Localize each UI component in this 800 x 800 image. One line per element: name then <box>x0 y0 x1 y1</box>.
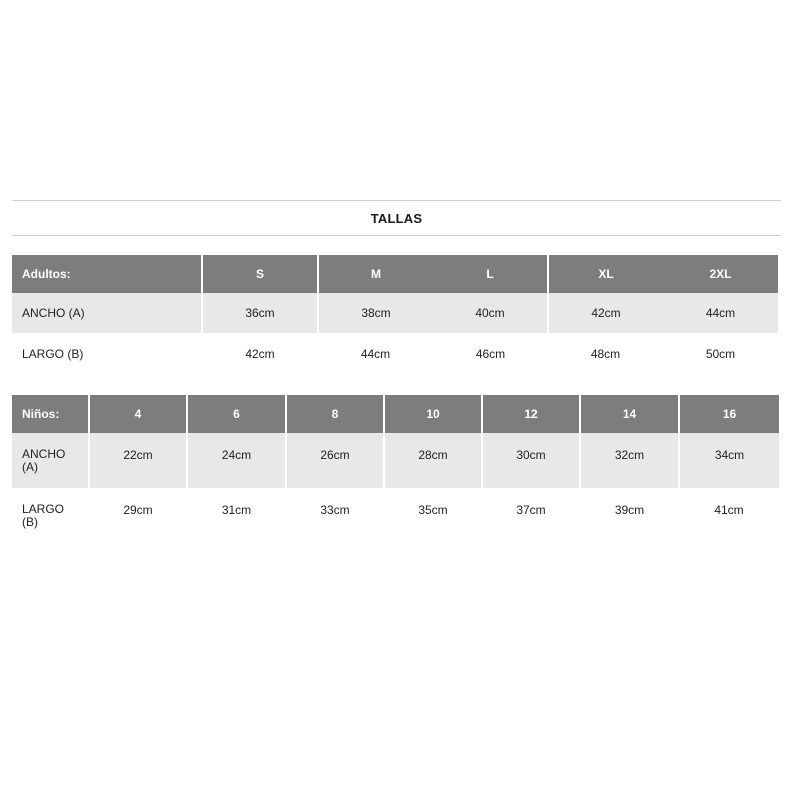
size-header: L <box>433 255 548 293</box>
table-row <box>12 433 779 488</box>
adult-size-table <box>12 255 778 375</box>
table-cell: 44cm <box>663 293 778 333</box>
table-header-row <box>12 395 779 433</box>
size-header: 16 <box>679 395 779 433</box>
table-cell: 42cm <box>245 347 275 361</box>
size-header: 6 <box>187 395 286 433</box>
size-header: XL <box>548 255 663 293</box>
table-cell: 46cm <box>475 347 506 361</box>
table-cell: 38cm <box>318 293 433 333</box>
size-header: M <box>318 255 433 293</box>
table-cell: 24cm <box>187 433 286 488</box>
table-cell: 39cm <box>614 503 645 517</box>
table-cell: 22cm <box>89 433 187 488</box>
size-header: 2XL <box>663 255 778 293</box>
row-label-line: LARGO <box>22 502 65 516</box>
table-cell: 36cm <box>202 293 318 333</box>
table-cell: 40cm <box>433 293 548 333</box>
row-label <box>12 488 89 536</box>
table-cell: 26cm <box>286 433 384 488</box>
table-row <box>12 488 779 536</box>
table-cell: 34cm <box>679 433 779 488</box>
row-label: ANCHO (A) <box>12 293 202 333</box>
size-header: S <box>202 255 318 293</box>
kids-size-table <box>12 395 779 536</box>
table-cell: 44cm <box>360 347 391 361</box>
row-label-line: (B) <box>22 515 38 529</box>
table-row <box>12 333 778 375</box>
row-label <box>12 433 89 488</box>
size-header: 4 <box>89 395 187 433</box>
row-label-line: (A) <box>22 460 38 474</box>
size-header: 10 <box>384 395 482 433</box>
size-header: 14 <box>580 395 679 433</box>
size-header: 12 <box>482 395 580 433</box>
table-cell: 31cm <box>221 503 252 517</box>
table-cell: 42cm <box>548 293 663 333</box>
adults-label: Adultos: <box>12 255 202 293</box>
row-label-line: ANCHO <box>22 447 66 461</box>
row-label: LARGO (B) <box>22 347 84 361</box>
table-row <box>12 293 778 333</box>
table-cell: 37cm <box>516 503 546 517</box>
table-cell: 32cm <box>580 433 679 488</box>
page-title: TALLAS <box>370 210 423 226</box>
kids-label: Niños: <box>12 395 89 433</box>
table-cell: 29cm <box>123 503 153 517</box>
size-header: 8 <box>286 395 384 433</box>
table-cell: 50cm <box>705 347 736 361</box>
page-title-bar <box>12 200 781 236</box>
table-cell: 33cm <box>320 503 350 517</box>
table-cell: 28cm <box>384 433 482 488</box>
table-cell: 41cm <box>714 503 744 517</box>
table-cell: 35cm <box>418 503 448 517</box>
table-cell: 48cm <box>590 347 621 361</box>
table-header-row <box>12 255 778 293</box>
table-cell: 30cm <box>482 433 580 488</box>
